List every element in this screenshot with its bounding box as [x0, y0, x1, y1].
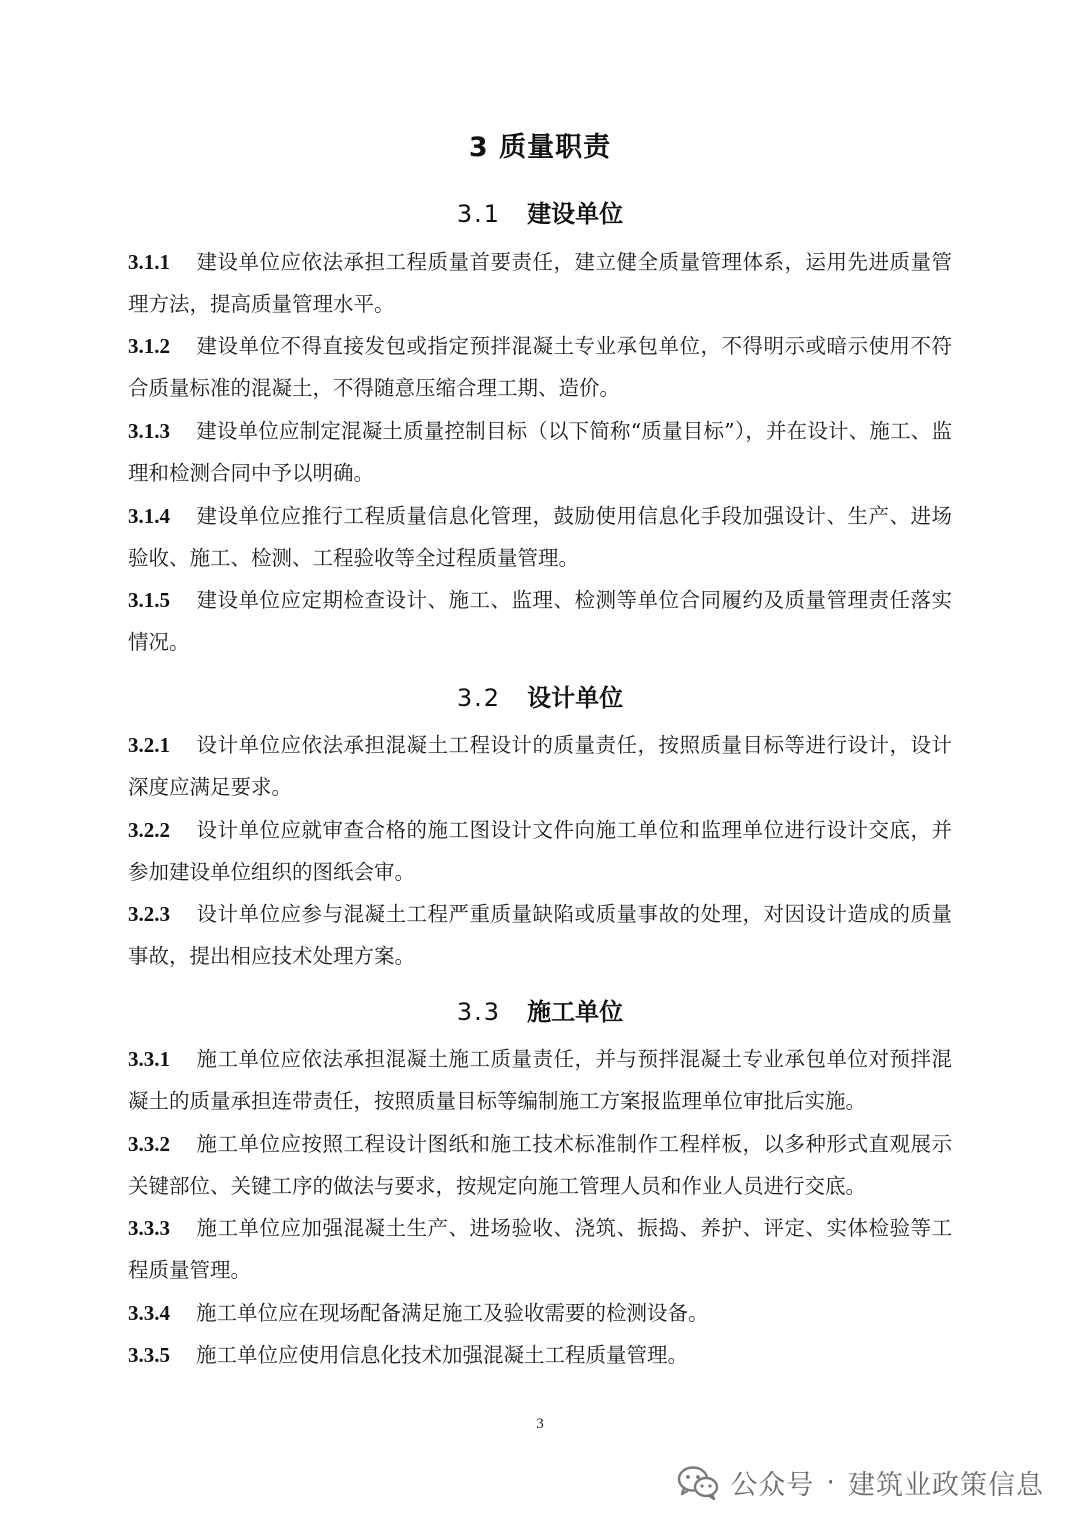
- wechat-icon: [676, 1464, 720, 1500]
- clause-text: 施工单位应加强混凝土生产、进场验收、浇筑、振捣、养护、评定、实体检验等工程质量管理。: [128, 1216, 952, 1282]
- clause-number: 3.3.1: [128, 1047, 170, 1071]
- wechat-watermark: [676, 1462, 1044, 1502]
- clause-3-1-2: [128, 325, 952, 409]
- clause-3-3-5: [128, 1334, 952, 1376]
- clause-3-3-1: [128, 1038, 952, 1122]
- section-title-3-2: [0, 680, 1080, 716]
- section-number: 3.3: [456, 998, 502, 1026]
- clause-3-2-2: [128, 809, 952, 893]
- clause-text: 施工单位应依法承担混凝土施工质量责任，并与预拌混凝土专业承包单位对预拌混凝土的质量承担连带责任，按照质量目标等编制施工方案报监理单位审批后实施。: [128, 1047, 952, 1113]
- clause-3-1-5: [128, 579, 952, 663]
- clause-text: 施工单位应使用信息化技术加强混凝土工程质量管理。: [196, 1343, 688, 1367]
- clause-number: 3.3.5: [128, 1343, 170, 1367]
- section-number: 3.1: [456, 200, 502, 228]
- clause-3-1-1: [128, 241, 952, 325]
- clause-3-3-4: [128, 1292, 952, 1334]
- watermark-separator: ·: [826, 1466, 836, 1498]
- clause-text: 施工单位应按照工程设计图纸和施工技术标准制作工程样板，以多种形式直观展示关键部位、关键工序的做法与要求，按规定向施工管理人员和作业人员进行交底。: [128, 1132, 952, 1198]
- section-title-3-1: [0, 196, 1080, 232]
- clause-3-2-1: [128, 724, 952, 808]
- page-number: 3: [536, 1416, 544, 1432]
- clause-3-1-4: [128, 495, 952, 579]
- clause-text: 建设单位应推行工程质量信息化管理，鼓励使用信息化手段加强设计、生产、进场验收、施工、检测、工程验收等全过程质量管理。: [128, 504, 952, 570]
- clause-text: 建设单位应依法承担工程质量首要责任，建立健全质量管理体系，运用先进质量管理方法，提高质量管理水平。: [128, 250, 952, 316]
- clause-number: 3.3.4: [128, 1301, 170, 1325]
- clause-text: 设计单位应参与混凝土工程严重质量缺陷或质量事故的处理，对因设计造成的质量事故，提出相应技术处理方案。: [128, 902, 952, 968]
- clause-3-3-2: [128, 1123, 952, 1207]
- section-number: 3.2: [456, 684, 502, 712]
- clause-number: 3.1.1: [128, 250, 170, 274]
- clause-text: 设计单位应就审查合格的施工图设计文件向施工单位和监理单位进行设计交底，并参加建设单位组织的图纸会审。: [128, 818, 952, 884]
- clause-number: 3.3.3: [128, 1216, 170, 1240]
- clause-3-1-3: [128, 410, 952, 494]
- clause-number: 3.3.2: [128, 1132, 170, 1156]
- section-title-text: 施工单位: [527, 998, 624, 1026]
- section-title-text: 设计单位: [527, 684, 624, 712]
- clause-number: 3.2.1: [128, 733, 170, 757]
- clause-text: 建设单位应制定混凝土质量控制目标（以下简称“质量目标”），并在设计、施工、监理和检测合同中予以明确。: [128, 419, 952, 485]
- clause-3-2-3: [128, 893, 952, 977]
- clause-text: 施工单位应在现场配备满足施工及验收需要的检测设备。: [196, 1301, 709, 1325]
- section-title-3-3: [0, 994, 1080, 1030]
- chapter-title: 3 质量职责: [468, 132, 612, 163]
- clause-3-3-3: [128, 1207, 952, 1291]
- clause-number: 3.1.3: [128, 419, 170, 443]
- watermark-account: 建筑业政策信息: [848, 1469, 1044, 1501]
- clause-text: 建设单位不得直接发包或指定预拌混凝土专业承包单位，不得明示或暗示使用不符合质量标准的混凝土，不得随意压缩合理工期、造价。: [128, 334, 952, 400]
- clause-number: 3.2.3: [128, 902, 170, 926]
- watermark-label: 公众号: [730, 1469, 815, 1501]
- clause-text: 建设单位应定期检查设计、施工、监理、检测等单位合同履约及质量管理责任落实情况。: [128, 588, 952, 654]
- clause-number: 3.1.2: [128, 334, 170, 358]
- clause-text: 设计单位应依法承担混凝土工程设计的质量责任，按照质量目标等进行设计，设计深度应满足要求。: [128, 733, 952, 799]
- clause-number: 3.1.5: [128, 588, 170, 612]
- clause-number: 3.1.4: [128, 504, 170, 528]
- clause-number: 3.2.2: [128, 818, 170, 842]
- section-title-text: 建设单位: [527, 200, 624, 228]
